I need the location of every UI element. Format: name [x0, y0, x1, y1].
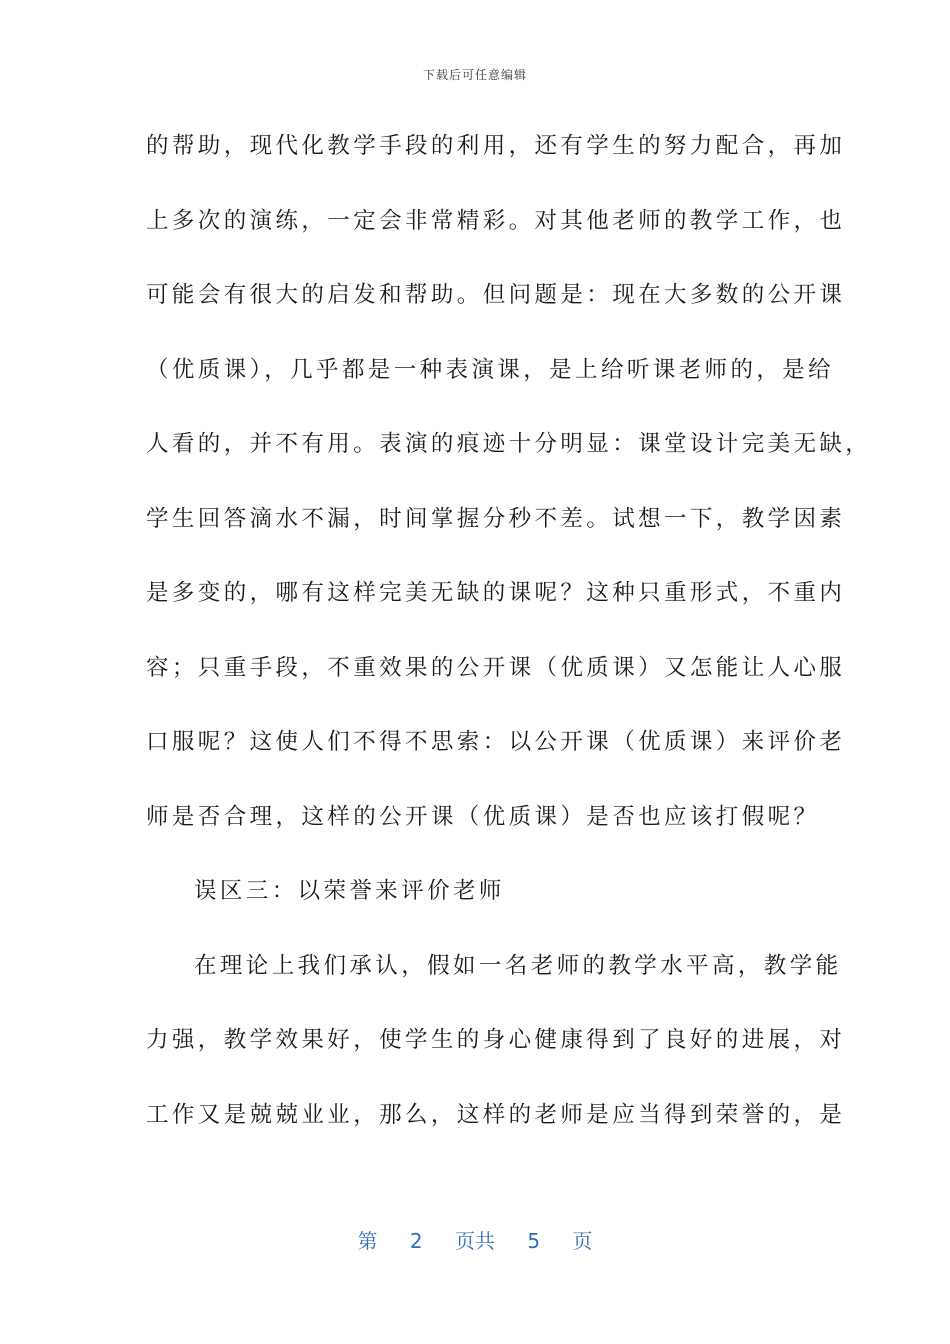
section-heading: 误区三：以荣誉来评价老师 — [194, 878, 505, 904]
paragraph-line: 学生回答滴水不漏，时间掌握分秒不差。试想一下，教学因素 — [146, 505, 846, 532]
total-pages-number: 5 — [527, 1229, 541, 1253]
paragraph-line: 在理论上我们承认，假如一名老师的教学水平高，教学能 — [194, 952, 842, 979]
current-page-number: 2 — [409, 1229, 423, 1253]
paragraph-line: 容；只重手段，不重效果的公开课（优质课）又怎能让人心服 — [146, 654, 846, 681]
footer-suffix: 页 — [572, 1229, 593, 1253]
document-body — [146, 120, 872, 1163]
paragraph-line: 口服呢？这使人们不得不思索：以公开课（优质课）来评价老 — [146, 729, 846, 755]
paragraph-line: 可能会有很大的启发和帮助。但问题是：现在大多数的公开课 — [146, 282, 846, 308]
paragraph-line: 的帮助，现代化教学手段的利用，还有学生的努力配合，再加 — [146, 133, 846, 159]
paragraph-line: 师是否合理，这样的公开课（优质课）是否也应该打假呢？ — [146, 803, 820, 830]
footer-middle: 页共 — [455, 1229, 495, 1253]
paragraph-line: 人看的，并不有用。表演的痕迹十分明显：课堂设计完美无缺， — [146, 431, 872, 457]
paragraph-line: 上多次的演练，一定会非常精彩。对其他老师的教学工作，也 — [146, 207, 846, 234]
page-footer — [0, 1225, 950, 1254]
paragraph-line: 工作又是兢兢业业，那么，这样的老师是应当得到荣誉的，是 — [146, 1101, 846, 1128]
paragraph-line: （优质课），几乎都是一种表演课，是上给听课老师的，是给 — [146, 356, 835, 383]
footer-prefix: 第 — [357, 1229, 378, 1253]
paragraph-line: 是多变的，哪有这样完美无缺的课呢？这种只重形式，不重内 — [146, 580, 846, 606]
paragraph-line: 力强，教学效果好，使学生的身心健康得到了良好的进展，对 — [146, 1027, 846, 1053]
header-note: 下载后可任意编辑 — [422, 68, 527, 82]
